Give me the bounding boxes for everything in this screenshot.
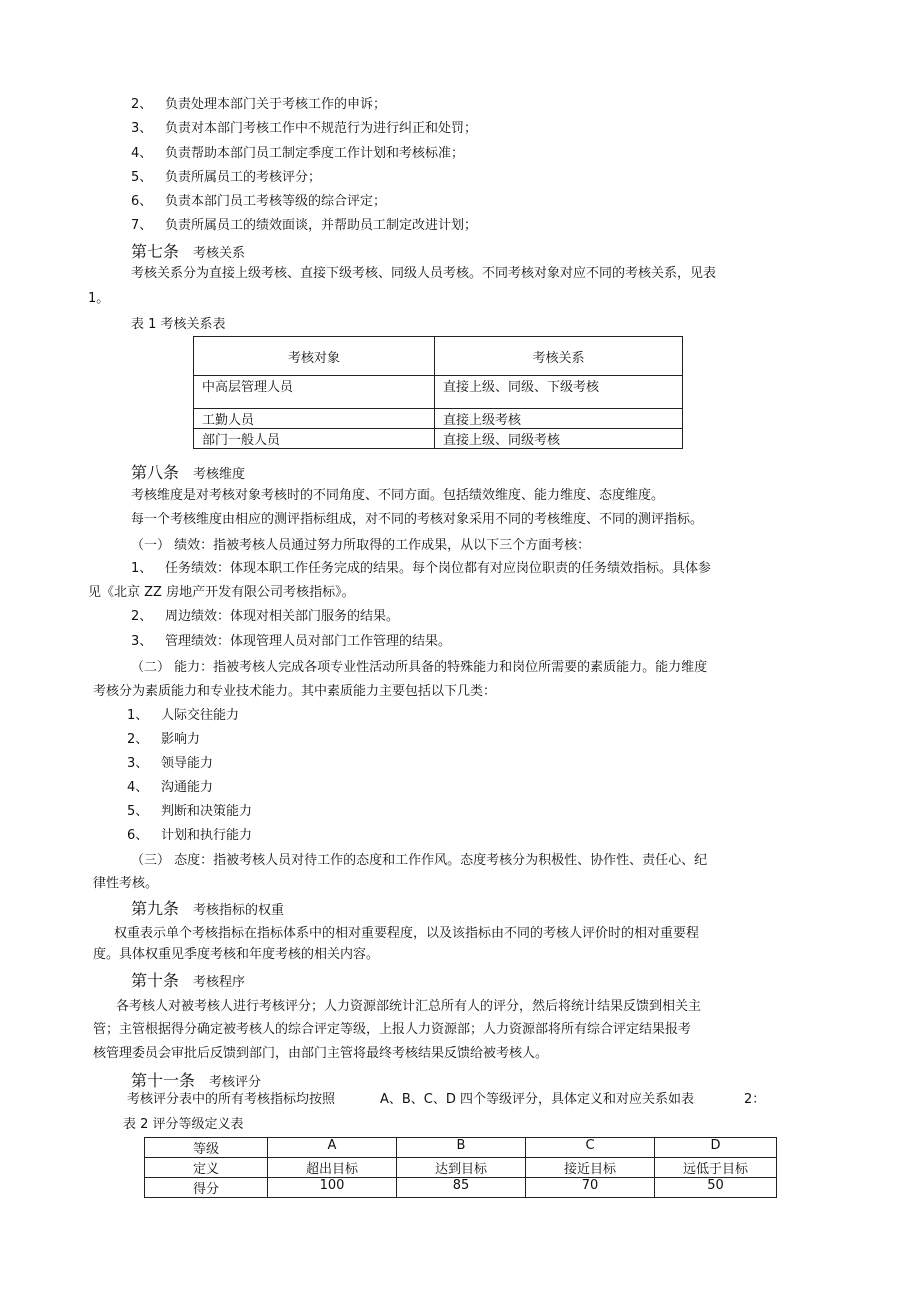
table-cell: 达到目标 <box>397 1158 526 1178</box>
ability-item: 3、 领导能力 <box>127 756 214 771</box>
table-cell: 直接上级、同级考核 <box>435 429 683 449</box>
article-10-paragraph-cont: 核管理委员会审批后反馈到部门，由部门主管将最终考核结果反馈给被考核人。 <box>93 1046 549 1061</box>
article-9-paragraph: 权重表示单个考核指标在指标体系中的相对重要程度，以及该指标由不同的考核人评价时的相对重要程 <box>114 926 700 941</box>
duty-item: 2、 负责处理本部门关于考核工作的申诉； <box>131 97 387 112</box>
table-cell: 定义 <box>145 1158 268 1178</box>
table-cell: B <box>397 1138 526 1158</box>
performance-section-heading: （一） 绩效：指被考核人员通过努力所取得的工作成果，从以下三个方面考核： <box>131 538 591 553</box>
article-9-paragraph-cont: 度。具体权重见季度考核和年度考核的相关内容。 <box>93 947 380 962</box>
table-row <box>194 376 683 409</box>
table-header-cell: 考核对象 <box>194 337 435 376</box>
table-cell: 中高层管理人员 <box>194 376 435 409</box>
table-2 <box>144 1137 777 1198</box>
table-1-caption: 表 1 考核关系表 <box>131 317 226 332</box>
ability-item: 2、 影响力 <box>127 732 201 747</box>
article-10-heading: 第十条 考核程序 <box>131 971 246 990</box>
table-cell: C <box>526 1138 655 1158</box>
ability-item: 5、 判断和决策能力 <box>127 804 253 819</box>
duty-item: 7、 负责所属员工的绩效面谈，并帮助员工制定改进计划； <box>131 218 478 233</box>
table-cell: A <box>268 1138 397 1158</box>
table-cell: 工勤人员 <box>194 409 435 429</box>
duty-item: 5、 负责所属员工的考核评分； <box>131 170 322 185</box>
ability-item: 6、 计划和执行能力 <box>127 828 253 843</box>
table-row <box>194 429 683 449</box>
performance-item-cont: 见《北京 ZZ 房地产开发有限公司考核指标》。 <box>88 585 355 600</box>
article-9-heading: 第九条 考核指标的权重 <box>131 899 285 918</box>
table-row <box>145 1158 777 1178</box>
table-cell: 接近目标 <box>526 1158 655 1178</box>
performance-item: 1、 任务绩效：体现本职工作任务完成的结果。每个岗位都有对应岗位职责的任务绩效指标。具体参 <box>131 561 712 576</box>
table-cell: 85 <box>397 1178 526 1198</box>
duty-item: 3、 负责对本部门考核工作中不规范行为进行纠正和处罚； <box>131 121 478 136</box>
attitude-section-cont: 律性考核。 <box>93 876 159 891</box>
article-7-paragraph: 考核关系分为直接上级考核、直接下级考核、同级人员考核。不同考核对象对应不同的考核关系，见表 <box>131 266 717 281</box>
performance-item: 3、 管理绩效：体现管理人员对部门工作管理的结果。 <box>131 634 452 649</box>
table-cell: 100 <box>268 1178 397 1198</box>
table-row <box>194 337 683 376</box>
duty-item: 6、 负责本部门员工考核等级的综合评定； <box>131 194 387 209</box>
article-11-paragraph-a: 考核评分表中的所有考核指标均按照 <box>127 1092 336 1107</box>
article-10-paragraph-cont: 管；主管根据得分确定被考核人的综合评定等级，上报人力资源部；人力资源部将所有综合评定结果报考 <box>93 1022 692 1037</box>
article-11-paragraph-b: A、B、C、D 四个等级评分，具体定义和对应关系如表 <box>380 1092 695 1107</box>
article-8-heading: 第八条 考核维度 <box>131 463 246 482</box>
table-1 <box>193 336 683 449</box>
table-row <box>145 1178 777 1198</box>
table-cell: 得分 <box>145 1178 268 1198</box>
table-cell: 超出目标 <box>268 1158 397 1178</box>
article-7-paragraph-cont: 1。 <box>88 291 110 306</box>
ability-section-cont: 考核分为素质能力和专业技术能力。其中素质能力主要包括以下几类： <box>93 684 497 699</box>
table-cell: 远低于目标 <box>655 1158 777 1178</box>
table-row <box>145 1138 777 1158</box>
ability-item: 1、 人际交往能力 <box>127 708 240 723</box>
table-cell: D <box>655 1138 777 1158</box>
ability-item: 4、 沟通能力 <box>127 780 214 795</box>
table-cell: 部门一般人员 <box>194 429 435 449</box>
table-cell: 直接上级、同级、下级考核 <box>435 376 683 409</box>
table-cell: 70 <box>526 1178 655 1198</box>
article-11-heading: 第十一条 考核评分 <box>131 1071 262 1090</box>
attitude-section-heading: （三） 态度：指被考核人员对待工作的态度和工作作风。态度考核分为积极性、协作性、责任心、纪 <box>131 853 708 868</box>
article-8-paragraph: 每一个考核维度由相应的测评指标组成，对不同的考核对象采用不同的考核维度、不同的测评指标。 <box>131 512 704 527</box>
article-11-paragraph-c: 2： <box>744 1092 766 1107</box>
table-row <box>194 409 683 429</box>
article-7-heading: 第七条 考核关系 <box>131 242 246 261</box>
ability-section-heading: （二） 能力：指被考核人完成各项专业性活动所具备的特殊能力和岗位所需要的素质能力。能力维度 <box>131 660 708 675</box>
table-cell: 50 <box>655 1178 777 1198</box>
table-cell: 直接上级考核 <box>435 409 683 429</box>
duty-item: 4、 负责帮助本部门员工制定季度工作计划和考核标准； <box>131 146 465 161</box>
article-8-paragraph: 考核维度是对考核对象考核时的不同角度、不同方面。包括绩效维度、能力维度、态度维度。 <box>131 488 665 503</box>
performance-item: 2、 周边绩效：体现对相关部门服务的结果。 <box>131 609 400 624</box>
article-10-paragraph: 各考核人对被考核人进行考核评分；人力资源部统计汇总所有人的评分，然后将统计结果反馈到相关主 <box>116 999 702 1014</box>
table-header-cell: 考核关系 <box>435 337 683 376</box>
table-2-caption: 表 2 评分等级定义表 <box>123 1117 244 1132</box>
table-cell: 等级 <box>145 1138 268 1158</box>
